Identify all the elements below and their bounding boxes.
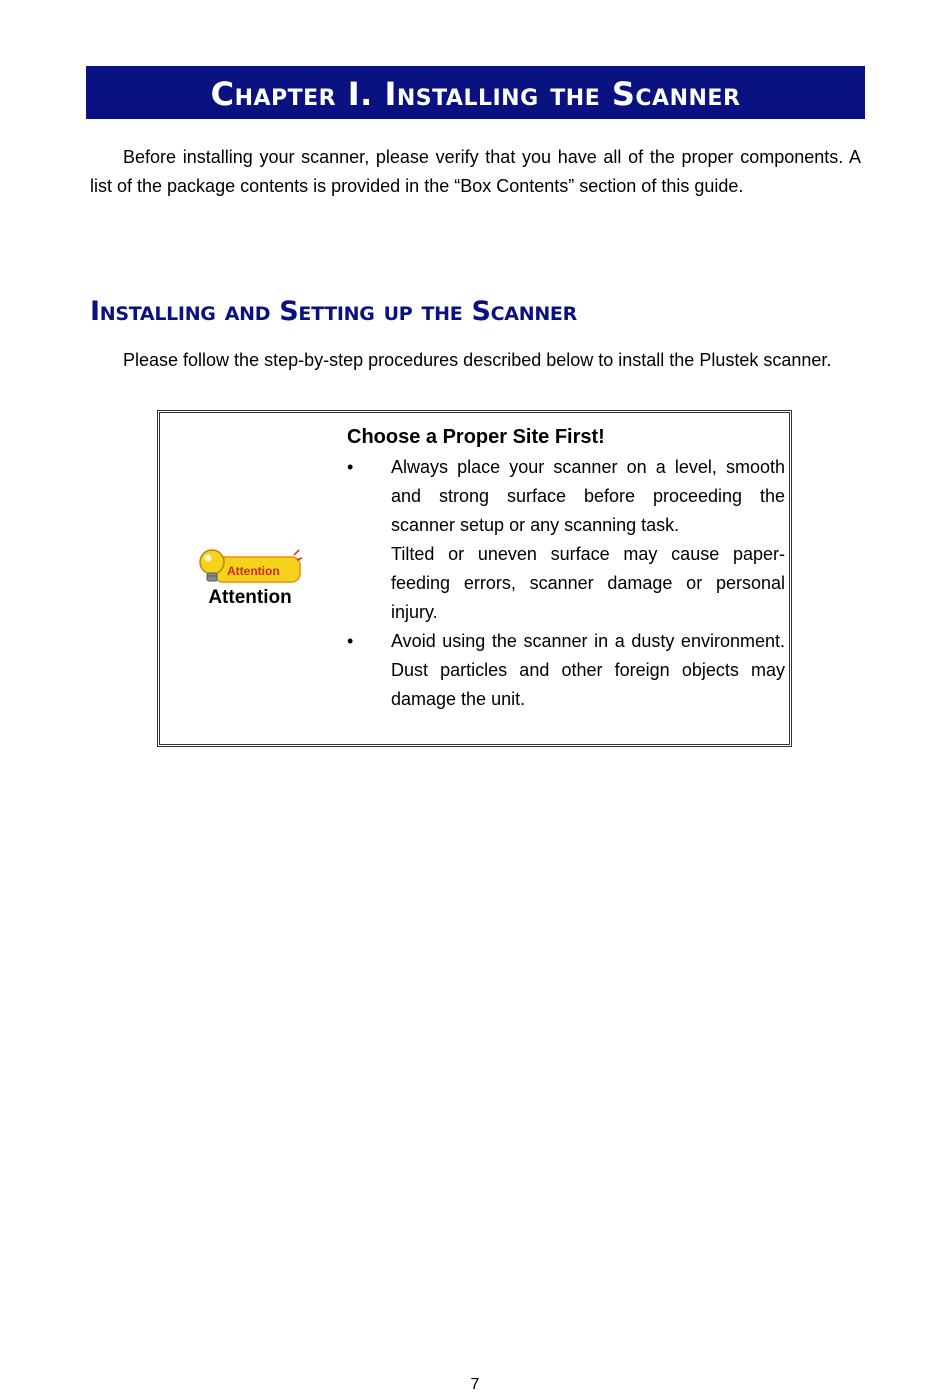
attention-content — [347, 423, 785, 714]
list-item — [347, 627, 785, 714]
chapter-title: Chapter I. Installing the Scanner — [86, 66, 865, 119]
bullet-text: Always place your scanner on a level, smooth and strong surface before proceeding the scanner setup or any scanning task. — [391, 457, 785, 535]
section-heading: Installing and Setting up the Scanner — [90, 296, 577, 327]
list-item — [347, 453, 785, 627]
attention-lightbulb-icon — [198, 547, 302, 587]
follow-paragraph: Please follow the step-by-step procedures described below to install the Plustek scanner. — [123, 350, 832, 370]
bullet-text: Avoid using the scanner in a dusty environment. Dust particles and other foreign objects may damage the unit. — [391, 631, 785, 709]
bullet-subtext: Tilted or uneven surface may cause paper-feeding errors, scanner damage or personal injury. — [391, 544, 785, 622]
tip-list — [347, 453, 785, 714]
intro-paragraph: Before installing your scanner, please verify that you have all of the proper components. A list of the package contents is provided in the “Box Contents” section of this guide. — [90, 147, 861, 196]
page-number: 7 — [470, 1376, 480, 1393]
tip-title: Choose a Proper Site First! — [347, 426, 605, 448]
bullet-icon: • — [347, 457, 354, 477]
attention-box — [157, 410, 792, 747]
bullet-icon: • — [347, 631, 354, 651]
attention-column — [160, 413, 340, 744]
attention-icon-text: Attention — [227, 564, 280, 578]
attention-label: Attention — [208, 587, 292, 608]
